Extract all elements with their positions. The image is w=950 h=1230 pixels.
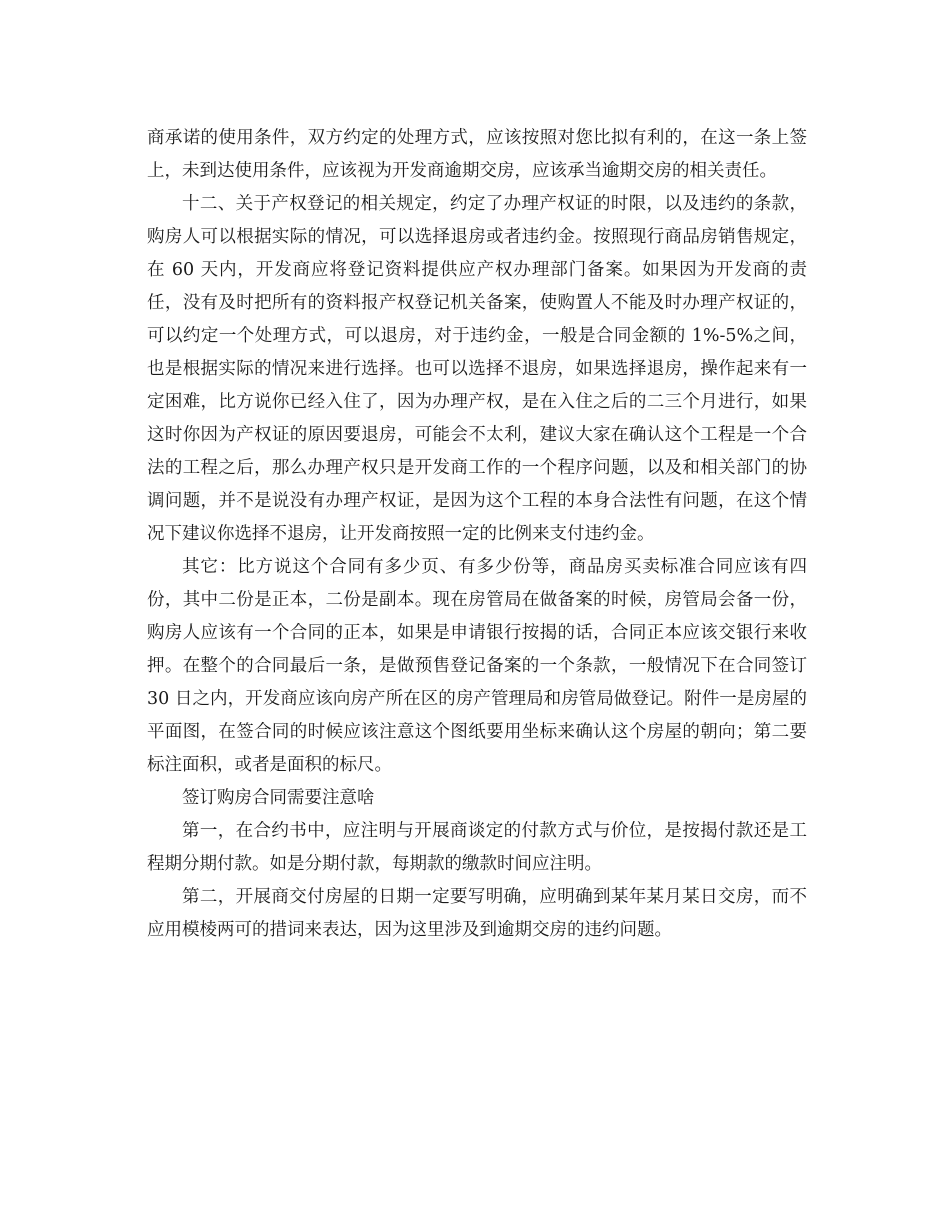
document-body	[147, 122, 807, 947]
paragraph-continuation: 商承诺的使用条件，双方约定的处理方式，应该按照对您比拟有利的，在这一条上签上，未到达使用条件，应该视为开发商逾期交房，应该承当逾期交房的相关责任。	[147, 128, 807, 181]
paragraph-first: 第一，在合约书中，应注明与开展商谈定的付款方式与价位，是按揭付款还是工程期分期付款。如是分期付款，每期款的缴款时间应注明。	[147, 821, 807, 874]
section-heading: 签订购房合同需要注意啥	[182, 788, 375, 808]
paragraph-property-registration: 十二、关于产权登记的相关规定，约定了办理产权证的时限，以及违约的条款，购房人可以根据实际的情况，可以选择退房或者违约金。按照现行商品房销售规定，在 60 天内，开发商应将登记资料提供应产权办理部门备案。如果因为开发商的责任，没有及时把所有的资料报产权登记机关备案，使购置人不能及时办理产权证的，可以约定一个处理方式，可以退房，对于违约金，一般是合同金额的 1%-5%之间，也是根据实际的情况来进行选择。也可以选择不退房，如果选择退房，操作起来有一定困难，比方说你已经入住了，因为办理产权，是在入住之后的二三个月进行，如果这时你因为产权证的原因要退房，可能会不太利，建议大家在确认这个工程是一个合法的工程之后，那么办理产权只是开发商工作的一个程序问题，以及和相关部门的协调问题，并不是说没有办理产权证，是因为这个工程的本身合法性有问题，在这个情况下建议你选择不退房，让开发商按照一定的比例来支付违约金。	[147, 194, 807, 544]
paragraph-other: 其它：比方说这个合同有多少页、有多少份等，商品房买卖标准合同应该有四份，其中二份是正本，二份是副本。现在房管局在做备案的时候，房管局会备一份，购房人应该有一个合同的正本，如果是申请银行按揭的话，合同正本应该交银行来收押。在整个的合同最后一条，是做预售登记备案的一个条款，一般情况下在合同签订 30 日之内，开发商应该向房产所在区的房产管理局和房管局做登记。附件一是房屋的平面图，在签合同的时候应该注意这个图纸要用坐标来确认这个房屋的朝向；第二要标注面积，或者是面积的标尺。	[147, 557, 807, 775]
paragraph-second: 第二，开展商交付房屋的日期一定要写明确，应明确到某年某月某日交房，而不应用模棱两可的措词来表达，因为这里涉及到逾期交房的违约问题。	[147, 887, 807, 940]
